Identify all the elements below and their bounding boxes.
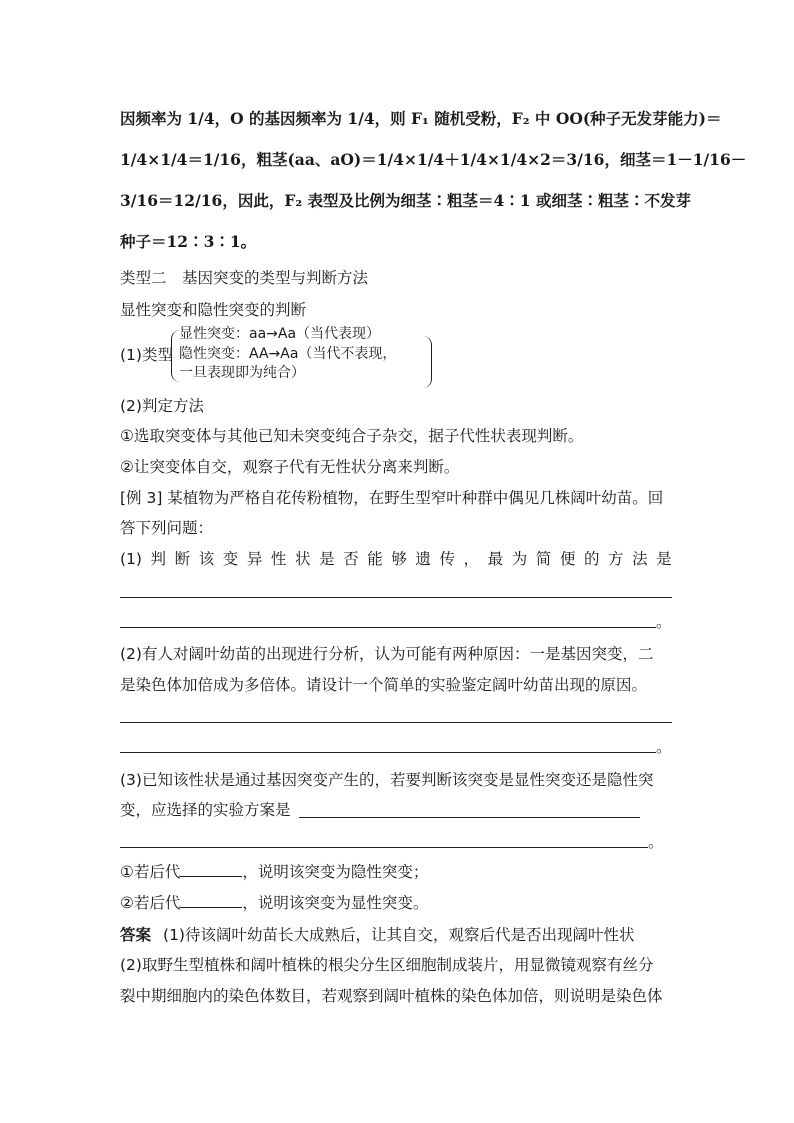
condition-2 [120, 893, 428, 913]
answer-line-1 [120, 925, 634, 945]
question-1-char: 为 [511, 550, 528, 568]
question-3-line-1: (3)已知该性状是通过基因突变产生的，若要判断该突变是显性突变还是隐性突 [120, 771, 654, 789]
question-1-char: 是 [319, 550, 335, 568]
answer-blank-line [120, 847, 648, 848]
recessive-mutation-note: 一旦表现即为纯合） [179, 365, 305, 381]
answer-blank-line [120, 752, 656, 753]
question-1-char: 该 [198, 550, 215, 568]
question-1-char: 够 [391, 550, 407, 568]
condition-1 [120, 862, 428, 882]
right-brace [421, 336, 432, 388]
question-1 [120, 549, 672, 569]
answer-blank-line [120, 627, 656, 628]
method-1: ①选取突变体与其他已知未突变纯合子杂交，据子代性状表现判断。 [120, 427, 584, 445]
condition-1-prefix: ①若后代 [120, 863, 181, 881]
answer-line-2: (2)取野生型植株和阔叶植株的根尖分生区细胞制成装片，用显微镜观察有丝分 [120, 956, 654, 974]
section-subtitle: 显性突变和隐性突变的判断 [120, 301, 307, 319]
continuation-line-4: 种子＝12∶3∶1。 [120, 232, 257, 251]
question-1-char: ， [463, 550, 480, 568]
question-1-char: 判 [150, 550, 167, 568]
question-1-char: 否 [343, 550, 359, 568]
example-line-1: [例 3] 某植物为严格自花传粉植物，在野生型窄叶种群中偶见几株阔叶幼苗。回 [120, 489, 664, 507]
question-1-char: 最 [487, 550, 504, 568]
question-1-char: 便 [559, 550, 576, 568]
continuation-line-2: 1/4×1/4＝1/16，粗茎(aa、aO)＝1/4×1/4＋1/4×1/4×2＝3/16，细茎＝1－1/16－ [120, 150, 747, 169]
dominant-mutation: 显性突变：aa→Aa（当代表现） [179, 326, 381, 342]
answer-text-1: (1)待该阔叶幼苗长大成熟后，让其自交，观察后代是否出现阔叶性状 [163, 926, 635, 944]
question-1-char: 方 [608, 550, 624, 568]
question-2-line-1: (2)有人对阔叶幼苗的出现进行分析，认为可能有两种原因：一是基因突变，二 [120, 645, 654, 663]
fill-blank [180, 893, 242, 908]
section-title: 类型二 基因突变的类型与判断方法 [120, 269, 369, 287]
recessive-mutation: 隐性突变：AA→Aa（当代不表现， [179, 346, 397, 362]
answer-blank-line [120, 597, 672, 598]
question-1-char: 断 [174, 550, 191, 568]
answer-label: 答案 [120, 926, 152, 944]
question-3-line-2: 变，应选择的实验方案是 [120, 801, 291, 819]
question-1-char: 异 [246, 550, 263, 568]
question-1-char: 简 [535, 550, 552, 568]
example-line-2: 答下列问题： [120, 519, 214, 537]
period-mark: 。 [648, 833, 664, 851]
period-mark: 。 [656, 613, 672, 631]
question-1-char: 法 [632, 550, 648, 568]
question-1-char: 是 [656, 550, 672, 568]
method-2: ②让突变体自交，观察子代有无性状分离来判断。 [120, 458, 460, 476]
method-label: (2)判定方法 [120, 397, 204, 415]
type-label: (1)类型 [120, 346, 173, 364]
question-1-char: 能 [367, 550, 383, 568]
question-1-char: 的 [583, 550, 600, 568]
answer-line-3: 裂中期细胞内的染色体数目，若观察到阔叶植株的染色体加倍，则说明是染色体 [120, 987, 663, 1005]
question-1-char: 状 [295, 550, 311, 568]
condition-1-suffix: ，说明该突变为隐性突变； [242, 863, 429, 881]
question-1-char: 性 [270, 550, 287, 568]
answer-blank-line [120, 722, 672, 723]
question-1-char: 遗 [415, 550, 431, 568]
fill-blank [180, 862, 242, 877]
continuation-line-3: 3/16＝12/16，因此，F₂ 表型及比例为细茎∶粗茎＝4∶1 或细茎∶粗茎∶不发芽 [120, 191, 691, 210]
question-1-char: 传 [439, 550, 455, 568]
question-1-char: (1) [120, 550, 142, 568]
question-2-line-2: 是染色体加倍成为多倍体。请设计一个简单的实验鉴定阔叶幼苗出现的原因。 [120, 676, 648, 694]
condition-2-prefix: ②若后代 [120, 894, 181, 912]
answer-blank-line [299, 817, 640, 818]
continuation-line-1: 因频率为 1/4，O 的基因频率为 1/4，则 F₁ 随机受粉，F₂ 中 OO(种子无发芽能力)＝ [120, 109, 722, 128]
condition-2-suffix: ，说明该突变为显性突变。 [242, 894, 429, 912]
period-mark: 。 [656, 738, 672, 756]
question-1-char: 变 [222, 550, 239, 568]
